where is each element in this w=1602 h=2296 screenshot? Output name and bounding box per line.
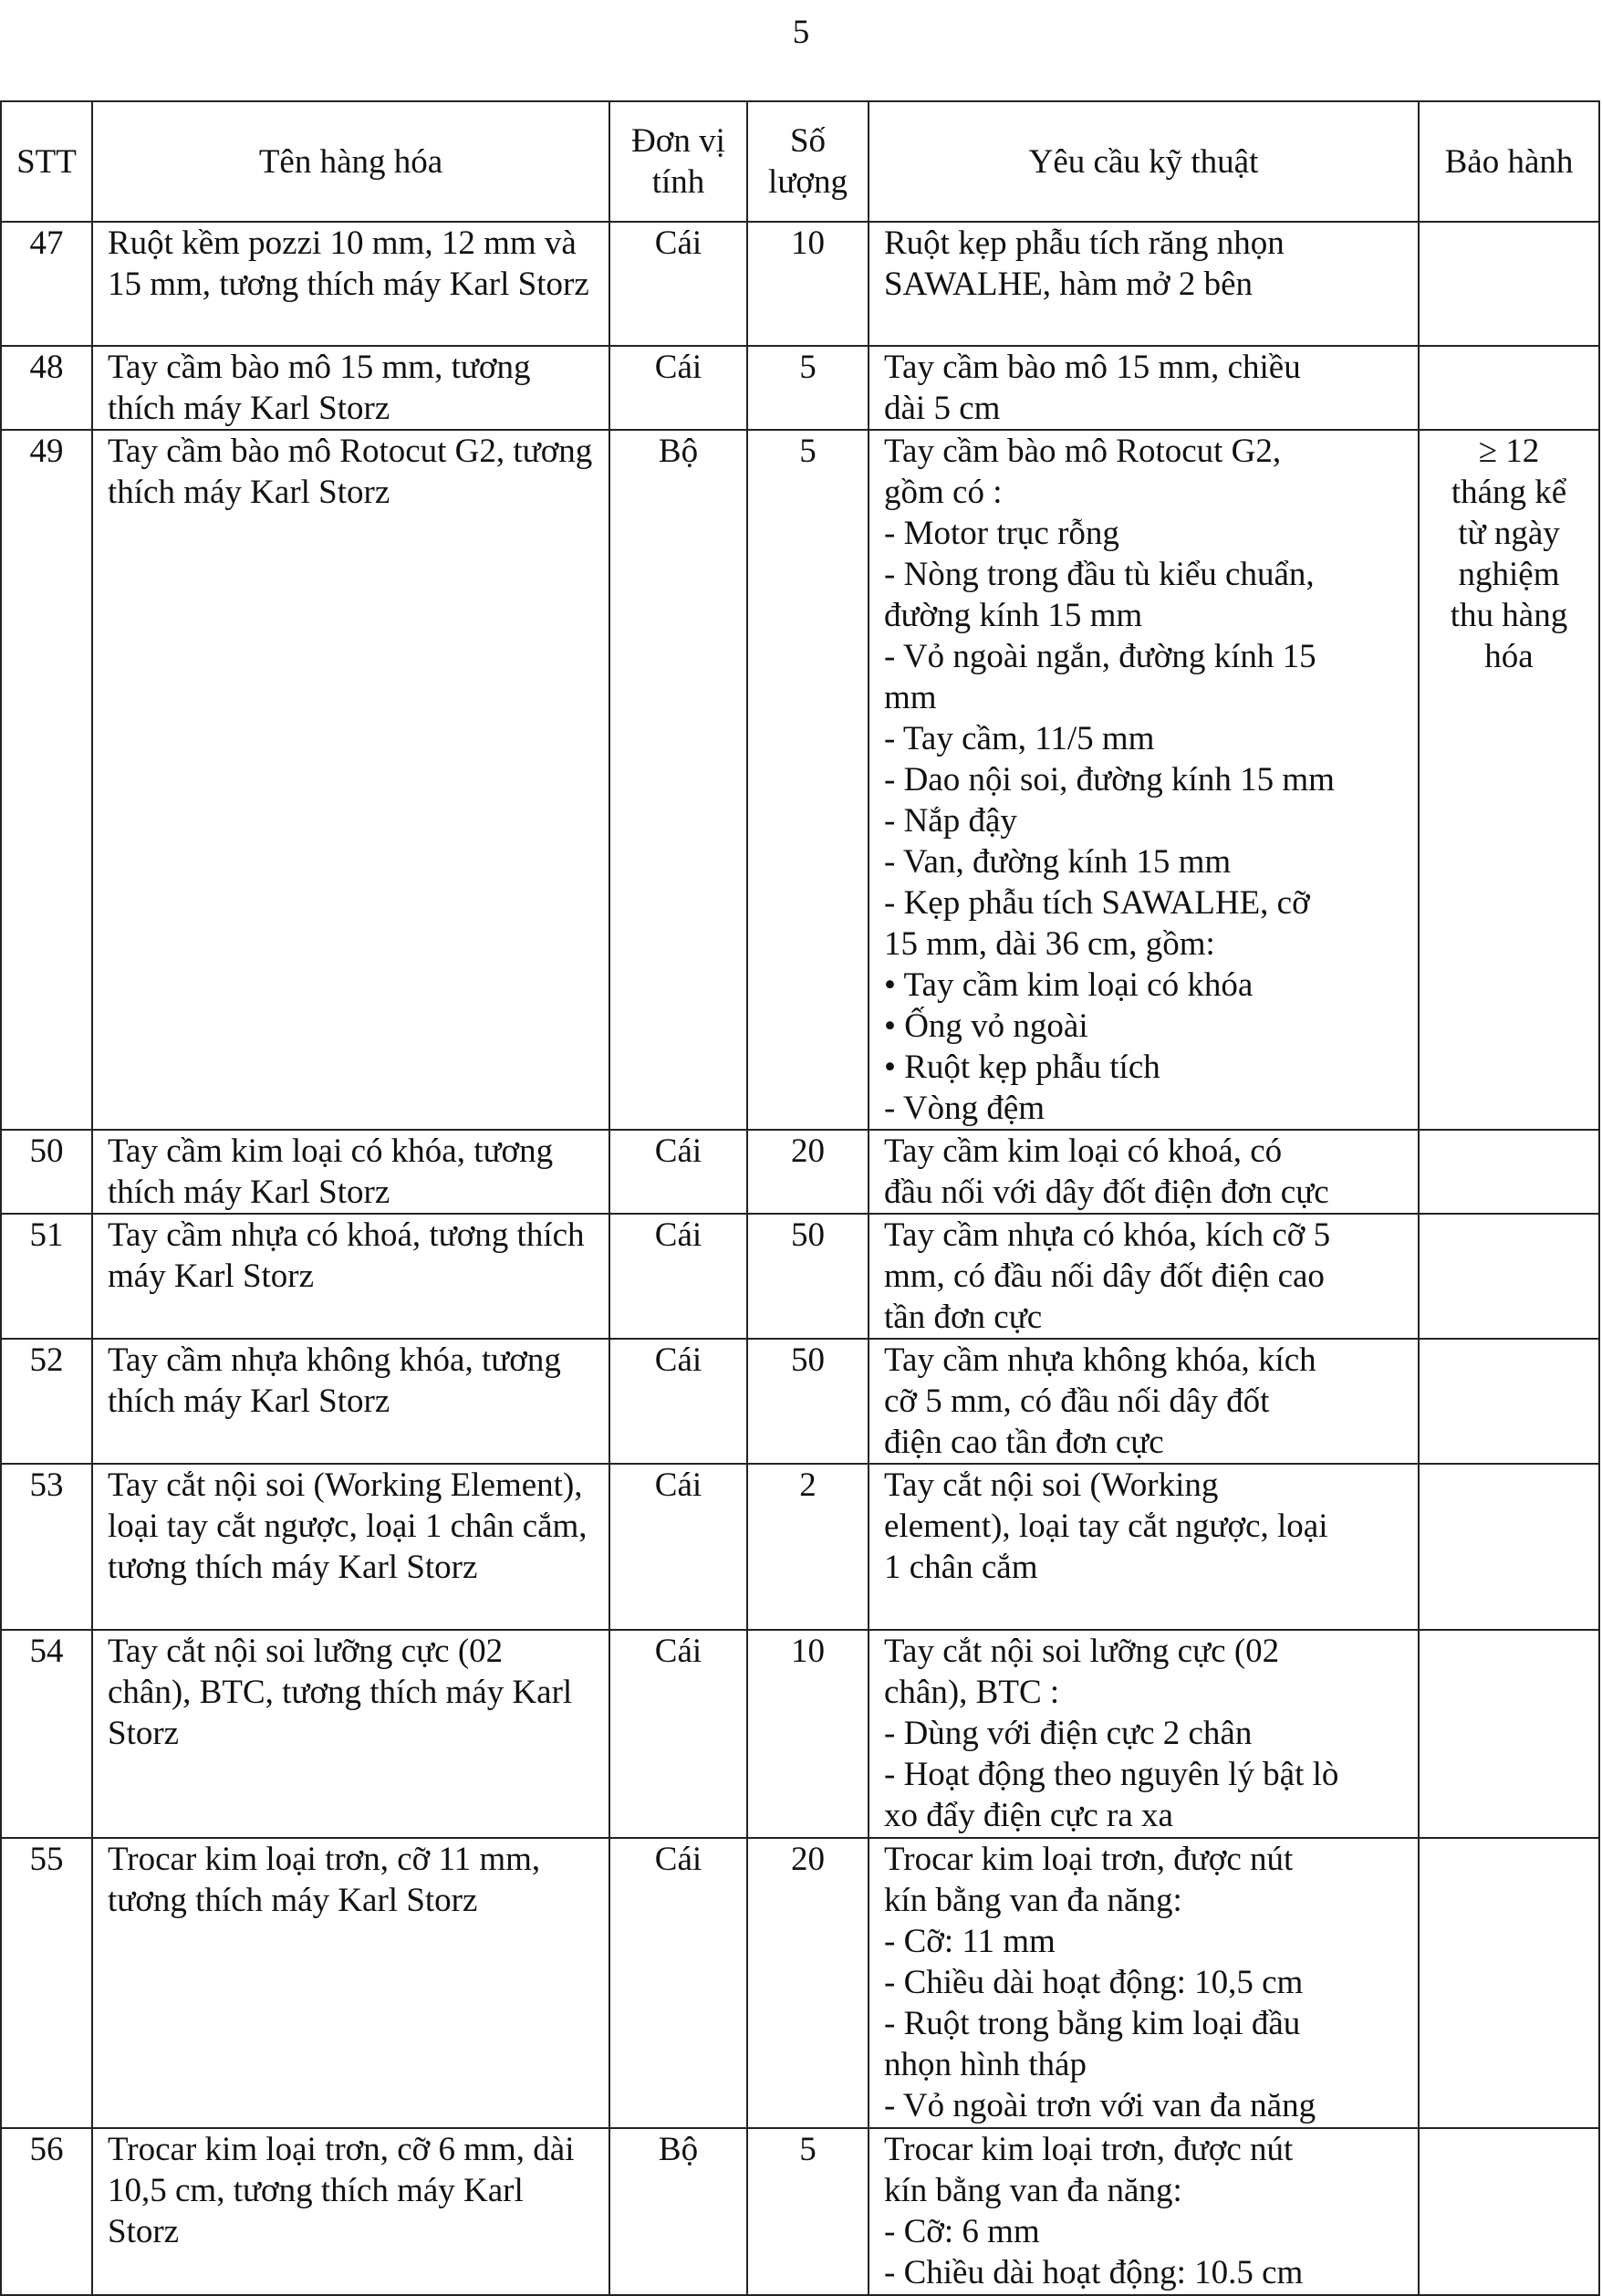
- cell-warranty: [1419, 1339, 1599, 1464]
- cell-qty: 50: [747, 1339, 869, 1464]
- cell-unit: Cái: [609, 1838, 747, 2128]
- cell-spec: Tay cầm bào mô 15 mm, chiều dài 5 cm: [869, 346, 1419, 430]
- cell-stt: 50: [1, 1130, 92, 1214]
- table-row: [1, 2128, 1599, 2295]
- cell-name: Tay cắt nội soi lưỡng cực (02 chân), BTC, tương thích máy Karl Storz: [92, 1630, 609, 1838]
- cell-qty: 50: [747, 1214, 869, 1339]
- cell-stt: 54: [1, 1630, 92, 1838]
- cell-name: Tay cầm kim loại có khóa, tương thích máy Karl Storz: [92, 1130, 609, 1214]
- header-spec: Yêu cầu kỹ thuật: [869, 101, 1419, 222]
- table-row: [1, 346, 1599, 430]
- table-header-row: [1, 101, 1599, 222]
- cell-spec: Trocar kim loại trơn, được nút kín bằng van đa năng: - Cỡ: 11 mm - Chiều dài hoạt động: 10,5 cm - Ruột trong bằng kim loại đầu nhọn hình tháp - Vỏ ngoài trơn với van đa năng: [869, 1838, 1419, 2128]
- cell-name: Tay cầm nhựa không khóa, tương thích máy Karl Storz: [92, 1339, 609, 1464]
- cell-unit: Cái: [609, 1464, 747, 1630]
- table-row: [1, 1339, 1599, 1464]
- cell-qty: 20: [747, 1130, 869, 1214]
- table-row: [1, 1214, 1599, 1339]
- cell-stt: 53: [1, 1464, 92, 1630]
- goods-table: [0, 100, 1600, 2296]
- cell-qty: 2: [747, 1464, 869, 1630]
- cell-spec: Tay cầm kim loại có khoá, có đầu nối với dây đốt điện đơn cực: [869, 1130, 1419, 1214]
- header-stt: STT: [1, 101, 92, 222]
- cell-stt: 52: [1, 1339, 92, 1464]
- header-name: Tên hàng hóa: [92, 101, 609, 222]
- cell-name: Trocar kim loại trơn, cỡ 6 mm, dài 10,5 cm, tương thích máy Karl Storz: [92, 2128, 609, 2295]
- table-row: [1, 222, 1599, 346]
- cell-warranty: [1419, 1838, 1599, 2128]
- cell-unit: Cái: [609, 1339, 747, 1464]
- cell-qty: 20: [747, 1838, 869, 2128]
- cell-qty: 10: [747, 222, 869, 346]
- cell-spec: Ruột kẹp phẫu tích răng nhọn SAWALHE, hàm mở 2 bên: [869, 222, 1419, 346]
- cell-unit: Bộ: [609, 2128, 747, 2295]
- cell-stt: 48: [1, 346, 92, 430]
- cell-qty: 5: [747, 430, 869, 1130]
- cell-name: Trocar kim loại trơn, cỡ 11 mm, tương thích máy Karl Storz: [92, 1838, 609, 2128]
- cell-warranty: [1419, 2128, 1599, 2295]
- header-qty: Số lượng: [747, 101, 869, 222]
- cell-warranty: [1419, 346, 1599, 430]
- cell-spec: Tay cắt nội soi lưỡng cực (02 chân), BTC : - Dùng với điện cực 2 chân - Hoạt động theo nguyên lý bật lò xo đẩy điện cực ra xa: [869, 1630, 1419, 1838]
- cell-warranty: [1419, 1630, 1599, 1838]
- cell-name: Tay cầm bào mô Rotocut G2, tương thích máy Karl Storz: [92, 430, 609, 1130]
- cell-stt: 51: [1, 1214, 92, 1339]
- cell-name: Tay cầm bào mô 15 mm, tương thích máy Karl Storz: [92, 346, 609, 430]
- cell-spec: Tay cầm bào mô Rotocut G2, gồm có : - Motor trục rỗng - Nòng trong đầu tù kiểu chuẩn, đường kính 15 mm - Vỏ ngoài ngắn, đường kính 15 mm - Tay cầm, 11/5 mm - Dao nội soi, đường kính 15 mm - Nắp đậy - Van, đường kính 15 mm - Kẹp phẫu tích SAWALHE, cỡ 15 mm, dài 36 cm, gồm: • Tay cầm kim loại có khóa • Ống vỏ ngoài • Ruột kẹp phẫu tích - Vòng đệm: [869, 430, 1419, 1130]
- table-row: [1, 430, 1599, 1130]
- cell-unit: Bộ: [609, 430, 747, 1130]
- cell-unit: Cái: [609, 346, 747, 430]
- table-row: [1, 1130, 1599, 1214]
- cell-name: Ruột kềm pozzi 10 mm, 12 mm và 15 mm, tương thích máy Karl Storz: [92, 222, 609, 346]
- cell-spec: Tay cầm nhựa không khóa, kích cỡ 5 mm, có đầu nối dây đốt điện cao tần đơn cực: [869, 1339, 1419, 1464]
- cell-warranty: [1419, 1214, 1599, 1339]
- cell-name: Tay cầm nhựa có khoá, tương thích máy Karl Storz: [92, 1214, 609, 1339]
- cell-unit: Cái: [609, 1630, 747, 1838]
- table-row: [1, 1630, 1599, 1838]
- cell-stt: 47: [1, 222, 92, 346]
- cell-spec: Tay cắt nội soi (Working element), loại tay cắt ngược, loại 1 chân cắm: [869, 1464, 1419, 1630]
- cell-warranty: [1419, 222, 1599, 346]
- cell-stt: 56: [1, 2128, 92, 2295]
- cell-stt: 49: [1, 430, 92, 1130]
- cell-spec: Tay cầm nhựa có khóa, kích cỡ 5 mm, có đầu nối dây đốt điện cao tần đơn cực: [869, 1214, 1419, 1339]
- cell-unit: Cái: [609, 222, 747, 346]
- cell-qty: 5: [747, 2128, 869, 2295]
- cell-stt: 55: [1, 1838, 92, 2128]
- header-warranty: Bảo hành: [1419, 101, 1599, 222]
- cell-warranty: [1419, 1130, 1599, 1214]
- cell-qty: 10: [747, 1630, 869, 1838]
- cell-warranty: [1419, 1464, 1599, 1630]
- header-unit: Đơn vị tính: [609, 101, 747, 222]
- table-row: [1, 1838, 1599, 2128]
- cell-qty: 5: [747, 346, 869, 430]
- cell-warranty: ≥ 12 tháng kể từ ngày nghiệm thu hàng hóa: [1419, 430, 1599, 1130]
- cell-unit: Cái: [609, 1214, 747, 1339]
- cell-name: Tay cắt nội soi (Working Element), loại tay cắt ngược, loại 1 chân cắm, tương thích máy Karl Storz: [92, 1464, 609, 1630]
- cell-unit: Cái: [609, 1130, 747, 1214]
- table-row: [1, 1464, 1599, 1630]
- page-number: 5: [792, 14, 810, 51]
- cell-spec: Trocar kim loại trơn, được nút kín bằng van đa năng: - Cỡ: 6 mm - Chiều dài hoạt động: 10.5 cm: [869, 2128, 1419, 2295]
